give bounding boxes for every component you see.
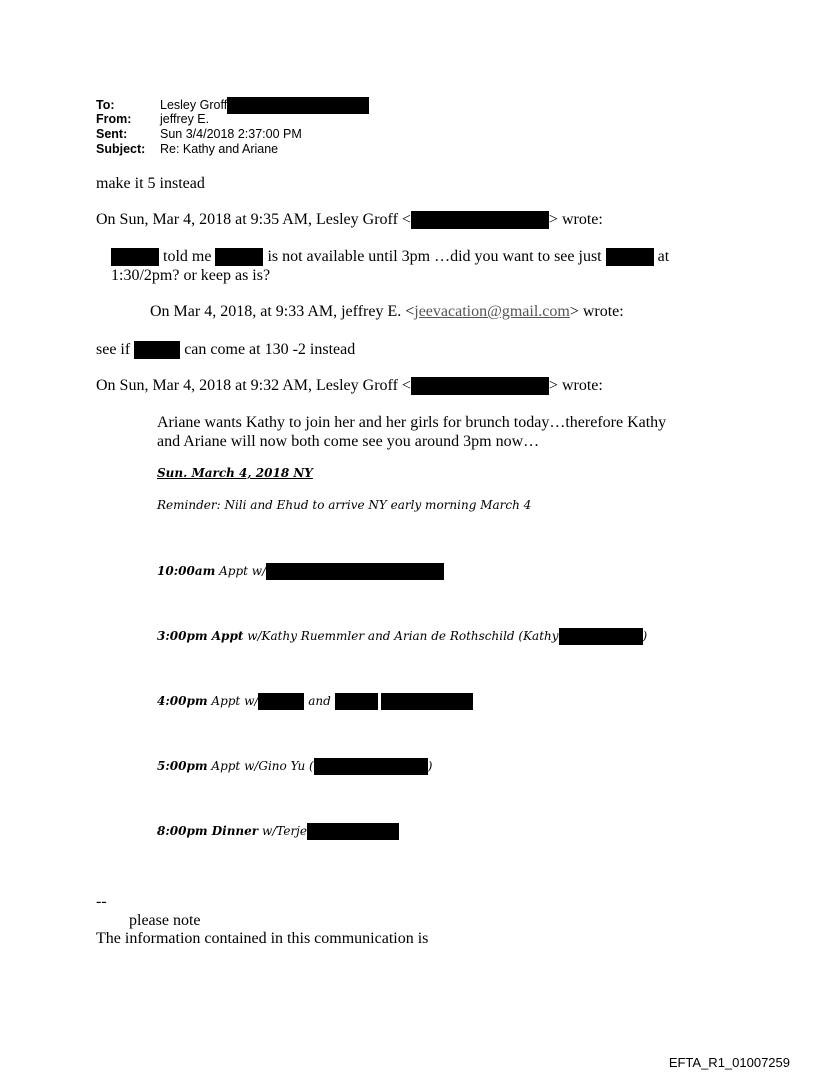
redaction — [314, 758, 428, 775]
paragraph-line2: and Ariane will now both come see you around 3pm now… — [157, 433, 540, 450]
schedule-time: 5:00pm — [157, 759, 208, 773]
redaction — [411, 211, 549, 229]
signature-dashes: -- — [96, 893, 107, 910]
quote-header-1 — [96, 210, 603, 229]
paragraph-line1: Ariane wants Kathy to join her and her girls for brunch today…therefore Kathy — [157, 414, 667, 431]
subject-value: Re: Kathy and Ariane — [160, 142, 279, 156]
quote-header-text: On Sun, Mar 4, 2018 at 9:32 AM, Lesley Groff < — [96, 377, 411, 394]
reply-text-c: at — [657, 248, 670, 265]
to-label: To: — [96, 97, 115, 112]
quote-header-wrote: > wrote: — [548, 377, 603, 394]
redaction — [227, 97, 369, 114]
disclaimer: The information contained in this communication is — [96, 930, 429, 947]
quote-header-text: On Sun, Mar 4, 2018 at 9:35 AM, Lesley Groff < — [96, 211, 411, 228]
schedule-time: 3:00pm Appt — [157, 629, 244, 643]
schedule-close: ) — [427, 759, 433, 773]
header-sent — [96, 127, 302, 142]
header-from — [96, 112, 209, 127]
see-if-text-b: can come at 130 -2 instead — [184, 341, 356, 358]
schedule-time: 8:00pm Dinner — [157, 824, 259, 838]
redaction — [335, 693, 378, 710]
schedule-text: Appt w/ — [219, 564, 267, 578]
schedule-item — [157, 693, 473, 710]
from-label: From: — [96, 112, 132, 126]
redaction — [411, 377, 549, 395]
quote-header-wrote: > wrote: — [548, 211, 603, 228]
schedule-reminder: Reminder: Nili and Ehud to arrive NY early morning March 4 — [157, 498, 532, 512]
redaction — [134, 341, 180, 359]
redaction — [606, 248, 654, 266]
see-if-text-a: see if — [96, 341, 131, 358]
redaction — [266, 563, 444, 580]
sent-value: Sun 3/4/2018 2:37:00 PM — [160, 127, 302, 141]
quote-header-text: On Mar 4, 2018, at 9:33 AM, jeffrey E. < — [150, 303, 415, 320]
reply-text-a: told me — [163, 248, 212, 265]
reply-text-b: is not available until 3pm …did you want to see just — [267, 248, 602, 265]
quote-header-wrote: > wrote: — [569, 303, 624, 320]
redaction — [559, 628, 643, 645]
subject-label: Subject: — [96, 142, 146, 156]
redaction — [307, 823, 399, 840]
schedule-close: ) — [642, 629, 648, 643]
to-value: Lesley Groff — [160, 97, 228, 112]
schedule-time: 4:00pm — [157, 694, 208, 708]
schedule-text: Appt w/ — [211, 694, 259, 708]
quote-header-3 — [96, 376, 603, 395]
sent-label: Sent: — [96, 127, 128, 141]
quote-header-2 — [150, 302, 624, 321]
schedule-text: w/Kathy Ruemmler and Arian de Rothschild (Kathy — [247, 629, 559, 643]
email-link[interactable]: jeevacation@gmail.com — [414, 303, 570, 320]
redaction — [215, 248, 263, 266]
redaction — [111, 248, 159, 266]
please-note: please note — [129, 912, 201, 929]
schedule-date-heading: Sun. March 4, 2018 NY — [157, 466, 313, 480]
redaction — [258, 693, 304, 710]
schedule-item — [157, 628, 647, 645]
from-value: jeffrey E. — [160, 112, 210, 126]
document-id: EFTA_R1_01007259 — [668, 1055, 790, 1070]
quoted-reply-line2: 1:30/2pm? or keep as is? — [111, 267, 271, 284]
quoted-reply-line1 — [111, 247, 669, 266]
schedule-item — [157, 823, 399, 840]
schedule-text: w/Terje — [261, 824, 307, 838]
schedule-mid: and — [308, 694, 331, 708]
redaction — [381, 693, 473, 710]
schedule-item — [157, 563, 444, 580]
reply-line: make it 5 instead — [96, 175, 205, 192]
see-if-line — [96, 340, 355, 359]
schedule-item — [157, 758, 432, 775]
schedule-time: 10:00am — [157, 564, 216, 578]
schedule-text: Appt w/Gino Yu ( — [211, 759, 314, 773]
header-subject — [96, 142, 278, 157]
